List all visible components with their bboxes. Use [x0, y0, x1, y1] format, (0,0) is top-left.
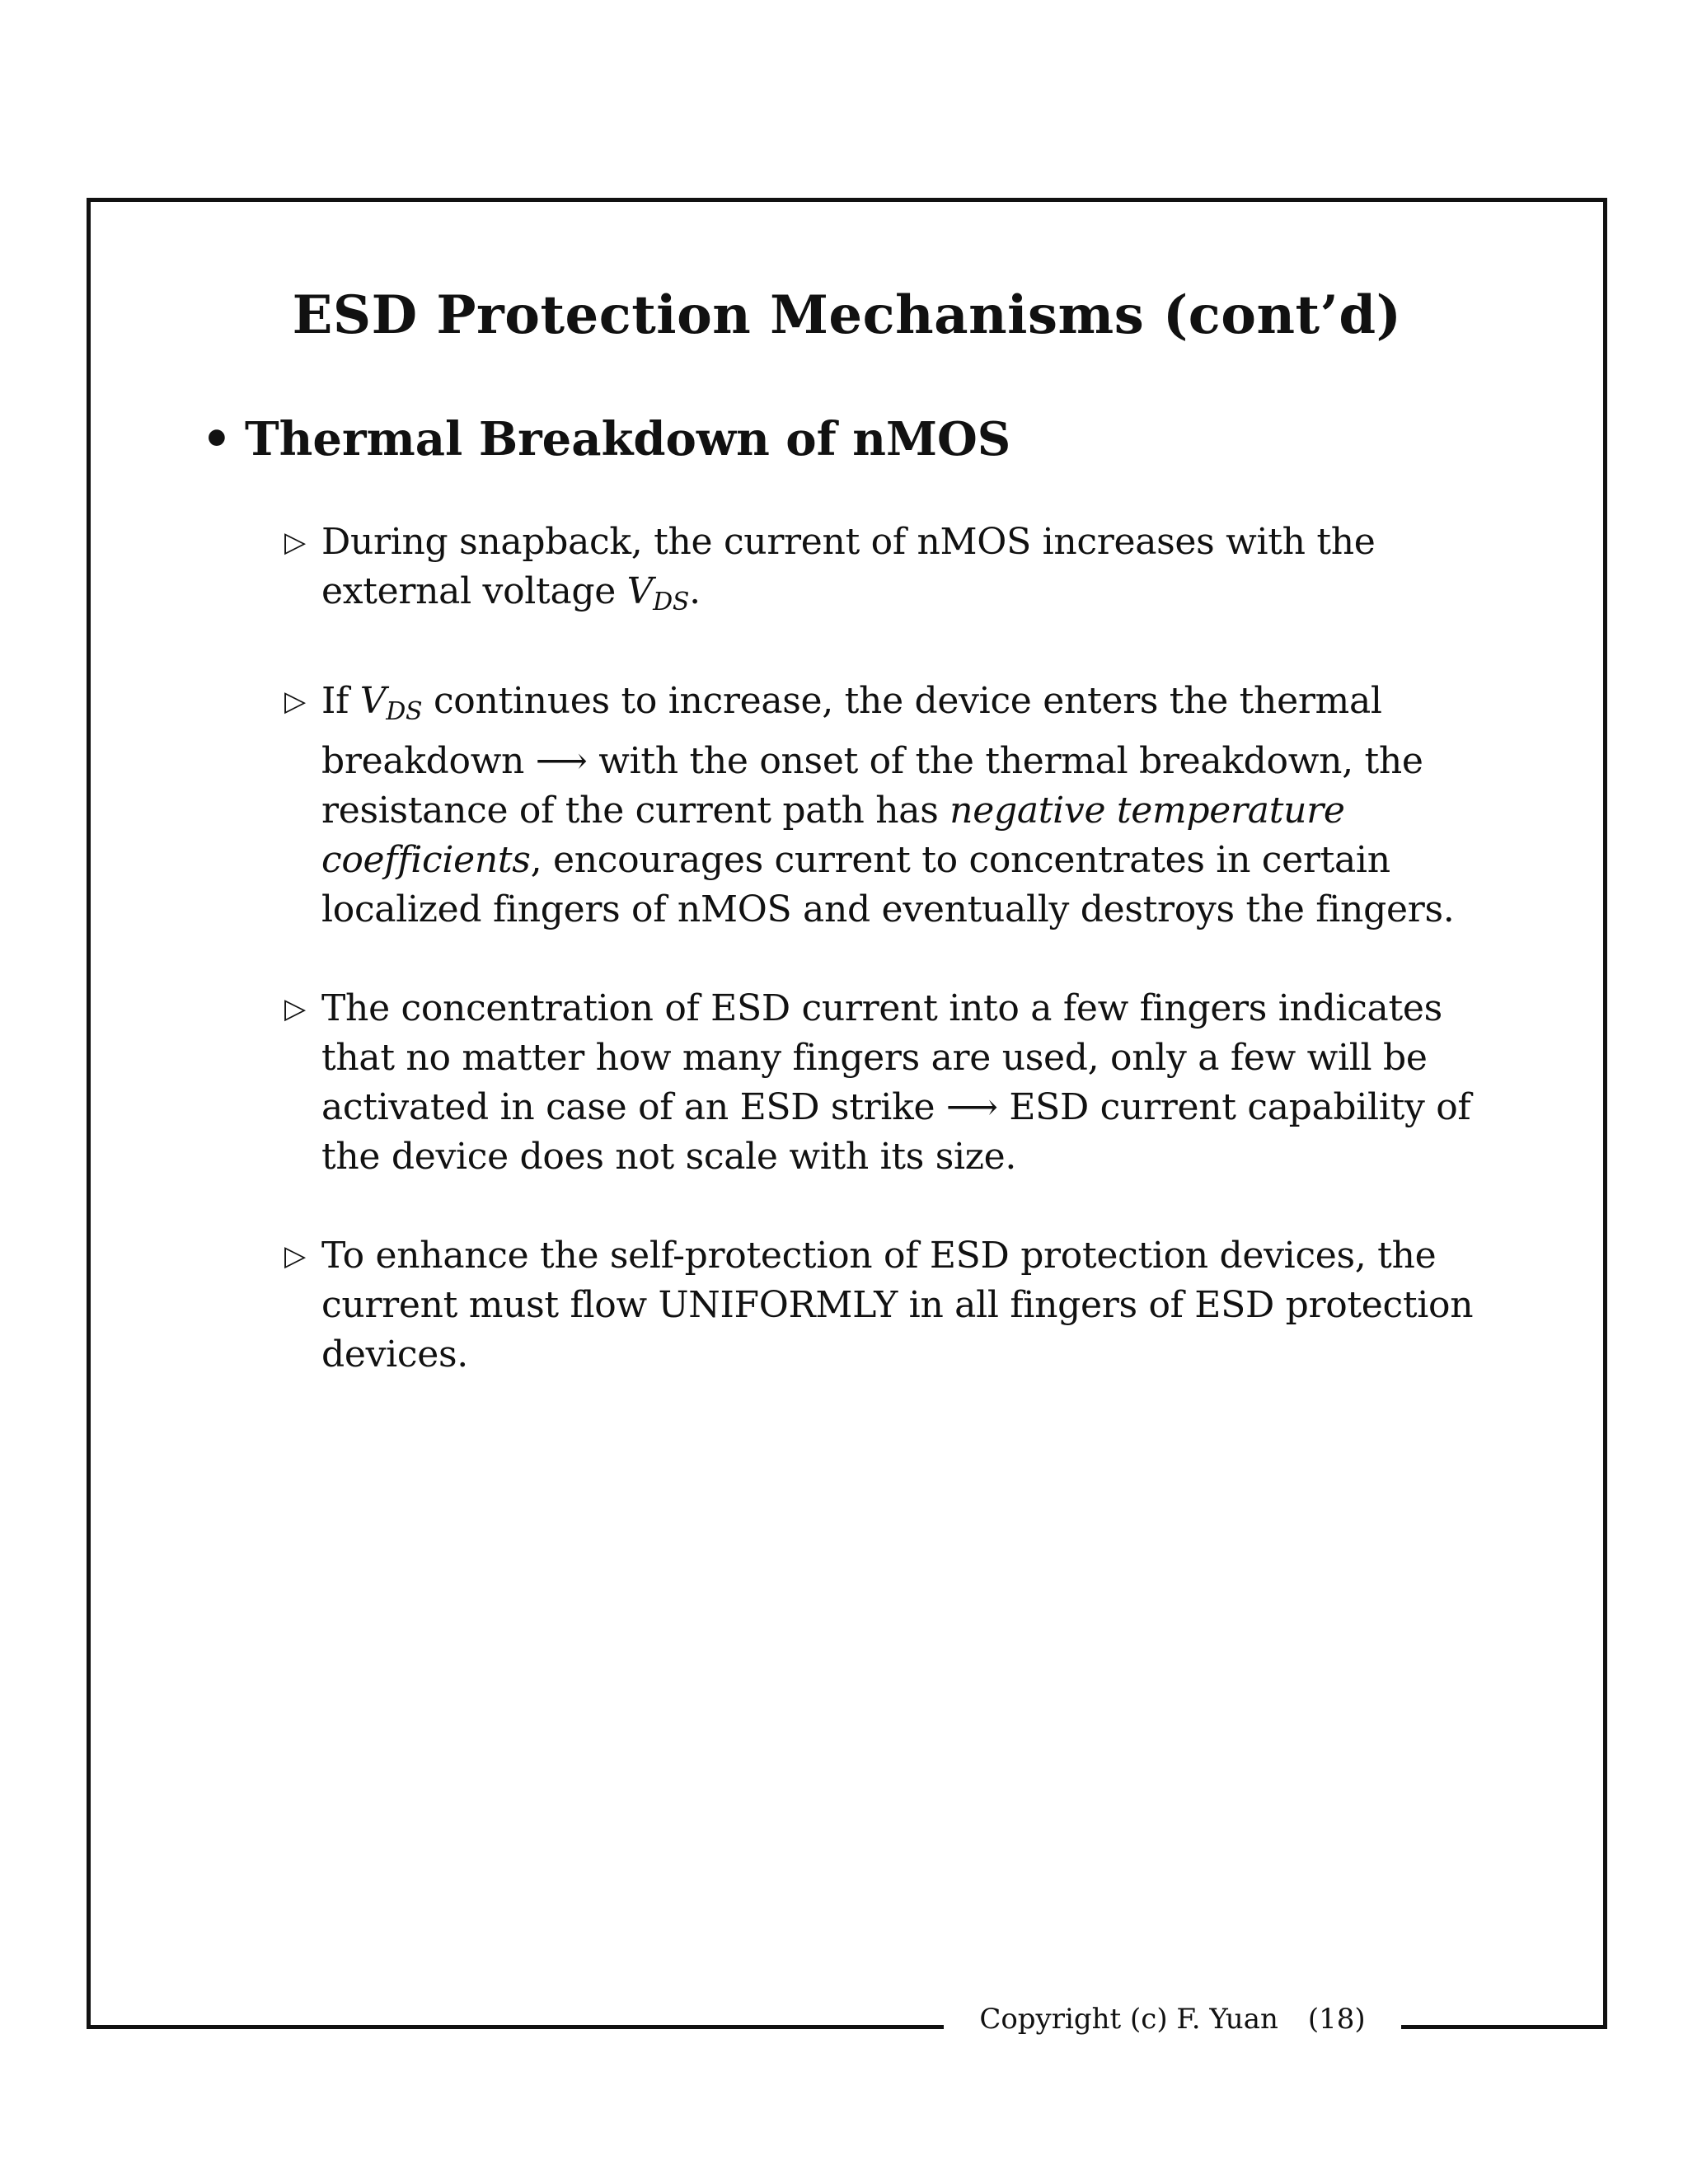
- list-item-text: To enhance the self-protection of ESD protection devices, the current must flow UNIFORMLY in all fingers of ESD protection devices.: [321, 1235, 1474, 1376]
- frame-bottom-border-left: [87, 2025, 944, 2029]
- triangle-marker-icon: ▷: [284, 1240, 307, 1272]
- slide-title: ESD Protection Mechanisms (cont’d): [292, 284, 1402, 346]
- list-item-text: The concentration of ESD current into a few fingers indicates that no matter how many fingers are used, only a few will be activated in case of an ESD strike ⟶ ESD current capability of the device does not scale with its size.: [321, 987, 1471, 1178]
- frame-left-border: [87, 198, 91, 2029]
- list-item: [284, 677, 1479, 935]
- list-item: [284, 1231, 1479, 1380]
- triangle-marker-icon: ▷: [284, 992, 307, 1025]
- list-item: [284, 984, 1479, 1182]
- math-variable: $V_{DS}$: [626, 570, 690, 616]
- section-heading: [202, 412, 1010, 467]
- emphasized-text: negative temperature coefficients: [321, 790, 1345, 881]
- page-number: (18): [1307, 2003, 1366, 2036]
- triangle-marker-icon: ▷: [284, 526, 307, 559]
- list-item: [284, 518, 1479, 627]
- bullet-icon: •: [202, 412, 232, 466]
- list-item-text: If $V_{DS}$ continues to increase, the device enters the thermal breakdown ⟶ with the onset of the thermal breakdown, the resistance of the current path has negative temperature coefficients, encourages current to concentrates in certain localized fingers of nMOS and eventually destroys the fingers.: [321, 680, 1455, 930]
- copyright-text: Copyright (c) F. Yuan: [979, 2003, 1278, 2036]
- math-variable: $V_{DS}$: [359, 680, 423, 726]
- footer: [944, 1994, 1401, 2044]
- frame-bottom-border-right: [1401, 2025, 1607, 2029]
- list-item-text: During snapback, the current of nMOS increases with the external voltage $V_{DS}$.: [321, 521, 1376, 616]
- bullet-list: [284, 518, 1479, 1429]
- section-heading-text: Thermal Breakdown of nMOS: [245, 412, 1011, 466]
- triangle-marker-icon: ▷: [284, 685, 307, 718]
- frame-top-border: [87, 198, 1607, 202]
- frame-right-border: [1603, 198, 1607, 2029]
